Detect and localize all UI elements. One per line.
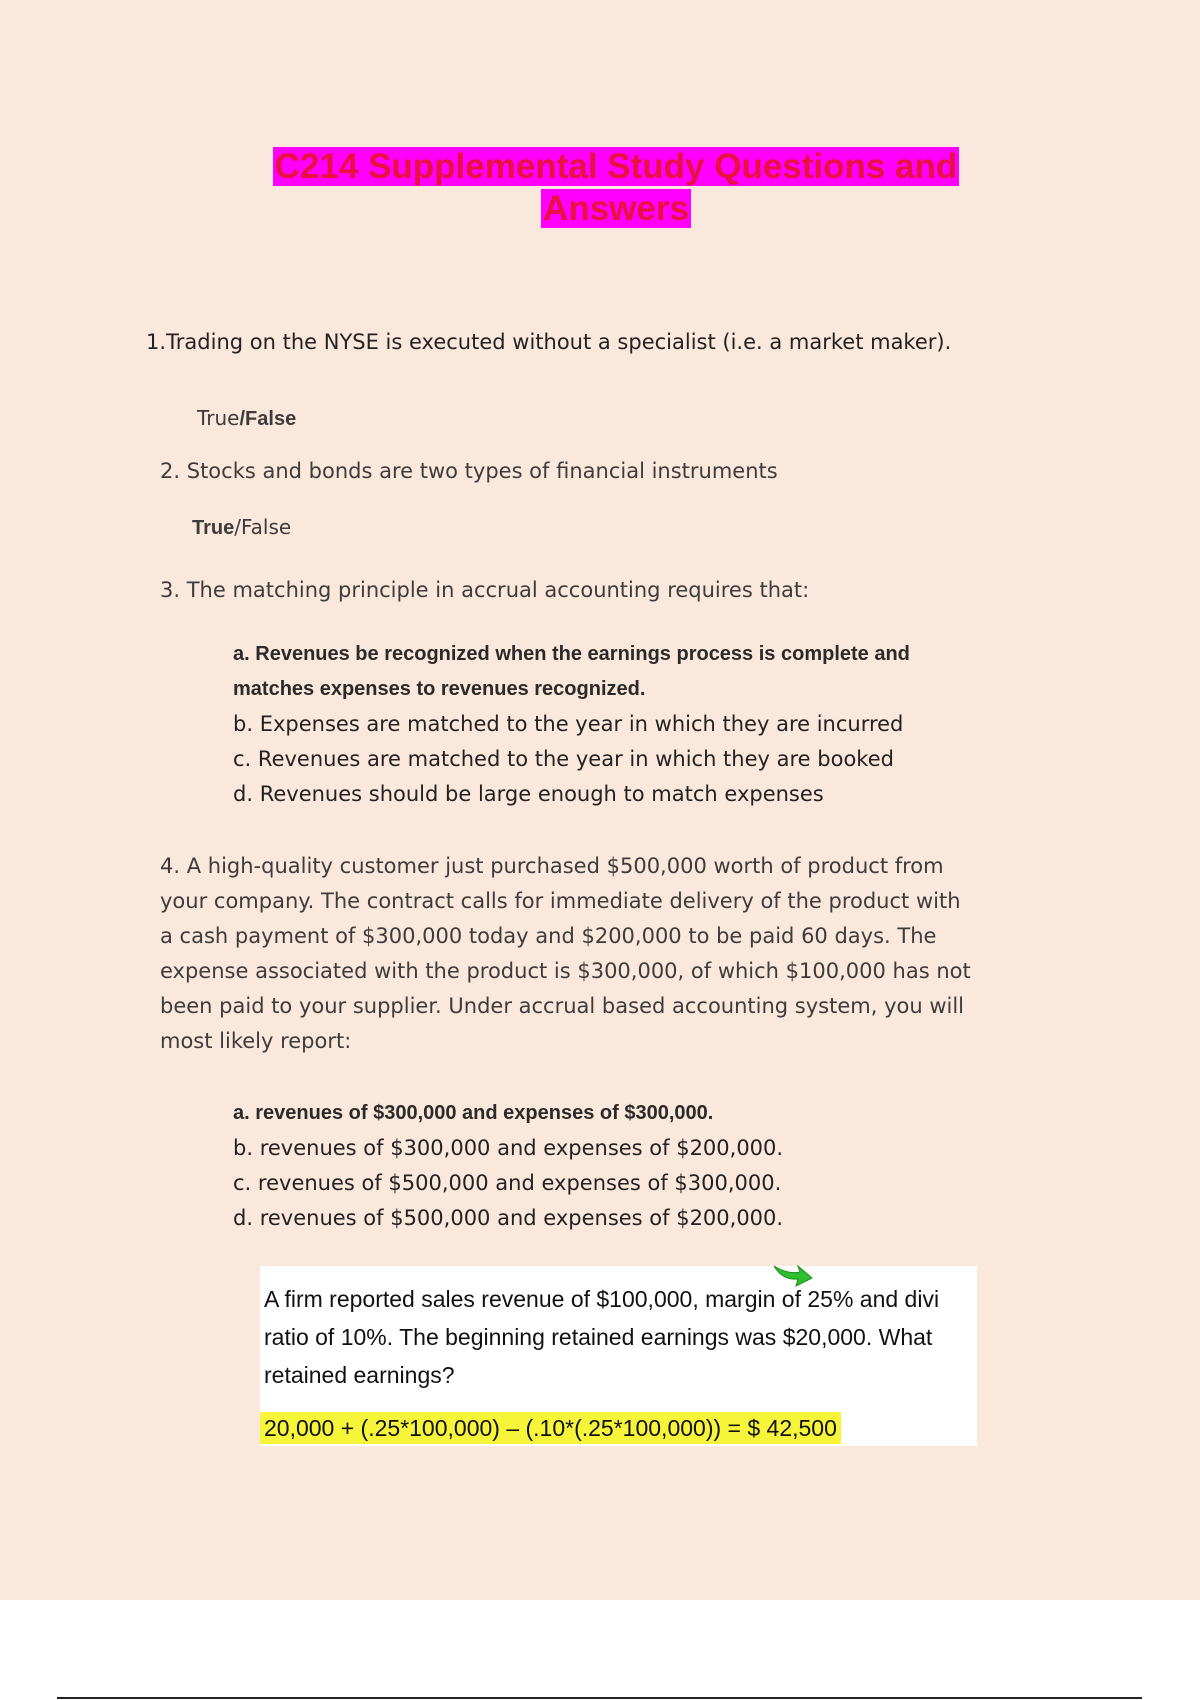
question-4-options — [233, 1096, 973, 1236]
document-title — [262, 146, 970, 230]
question-number: 3. — [160, 578, 181, 602]
option-c: c. Revenues are matched to the year in which they are booked — [233, 747, 894, 771]
question-number: 1. — [146, 330, 167, 354]
question-text: Trading on the NYSE is executed without a specialist (i.e. a market maker). — [166, 330, 952, 354]
snippet-line-1: A firm reported sales revenue of $100,000, margin of 25% and divi — [264, 1286, 940, 1312]
question-number: 4. — [160, 854, 181, 878]
option-b: b. Expenses are matched to the year in which they are incurred — [233, 712, 904, 736]
answer-false: False — [241, 515, 292, 539]
answer-separator: / — [234, 515, 241, 539]
question-4 — [160, 849, 980, 1059]
option-a-correct: a. Revenues be recognized when the earnings process is complete and matches expenses to revenues recognized. — [233, 643, 910, 700]
question-text: The matching principle in accrual accounting requires that: — [186, 578, 810, 602]
question-text: Stocks and bonds are two types of financial instruments — [186, 459, 778, 483]
question-3-options — [233, 637, 973, 812]
snippet-answer: 20,000 + (.25*100,000) – (.10*(.25*100,000)) = $ 42,500 — [260, 1412, 841, 1444]
answer-false-correct: False — [245, 408, 297, 430]
page-bottom-rule — [57, 1697, 1142, 1699]
snippet-line-2: ratio of 10%. The beginning retained earnings was $20,000. What — [264, 1324, 933, 1350]
option-b: b. revenues of $300,000 and expenses of $200,000. — [233, 1136, 784, 1160]
green-arrow-icon — [772, 1262, 814, 1290]
option-c: c. revenues of $500,000 and expenses of $300,000. — [233, 1171, 782, 1195]
option-d: d. revenues of $500,000 and expenses of $200,000. — [233, 1206, 784, 1230]
answer-true-correct: True — [192, 517, 235, 539]
answer-separator: / — [239, 408, 246, 430]
question-number: 2. — [160, 459, 181, 483]
title-line-1: C214 Supplemental Study Questions and — [274, 147, 958, 186]
question-1 — [146, 325, 1046, 360]
question-3 — [160, 573, 960, 608]
question-2-answer — [192, 510, 291, 546]
snippet-question — [264, 1280, 977, 1394]
question-text: A high-quality customer just purchased $500,000 worth of product from your company. The contract calls for immediate delivery of the product with a cash payment of $300,000 today and $200,000 to be paid 60 days. The expense associated with the product is $300,000, of which $100,000 has not been paid to your supplier. Under accrual based accounting system, you will most likely report: — [160, 854, 971, 1053]
answer-true: True — [197, 406, 240, 430]
title-line-2: Answers — [543, 189, 689, 228]
option-d: d. Revenues should be large enough to match expenses — [233, 782, 824, 806]
option-a-correct: a. revenues of $300,000 and expenses of $300,000. — [233, 1102, 714, 1124]
question-1-answer — [197, 401, 296, 437]
question-2 — [160, 454, 960, 489]
embedded-question-snippet — [260, 1266, 977, 1446]
snippet-line-3: retained earnings? — [264, 1362, 455, 1388]
